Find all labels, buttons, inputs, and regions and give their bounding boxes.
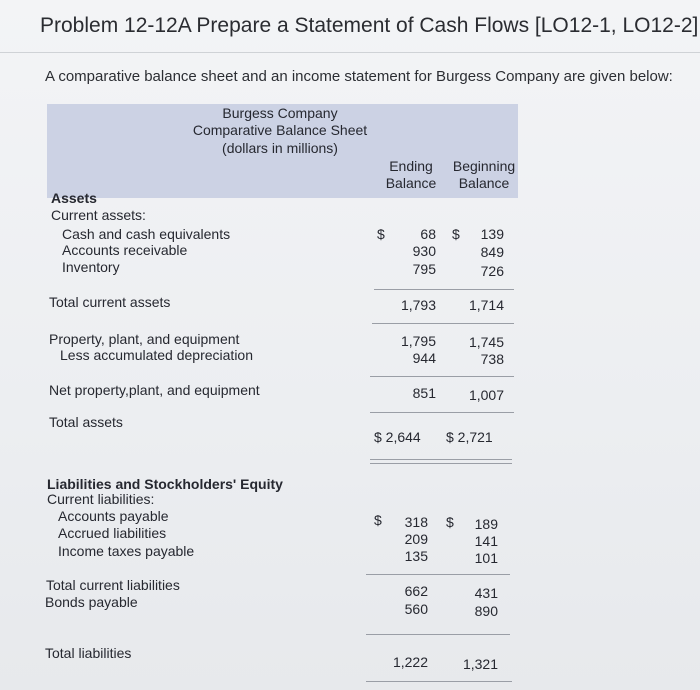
subtotal-rule <box>366 681 512 682</box>
total-liabilities-beginning: 1,321 <box>462 656 498 672</box>
total-current-assets-beginning: 1,714 <box>468 297 504 313</box>
bonds-label: Bonds payable <box>45 594 138 610</box>
accrued-ending: 209 <box>404 531 428 547</box>
total-assets-ending: $ 2,644 <box>374 429 421 445</box>
total-assets-label: Total assets <box>49 414 123 430</box>
problem-title: Problem 12-12A Prepare a Statement of Cash Flows [LO12-1, LO12-2] <box>40 14 699 37</box>
net-ppe-ending: 851 <box>412 385 436 401</box>
ap-label: Accounts payable <box>58 508 169 524</box>
ar-beginning: 849 <box>480 244 504 260</box>
subtotal-rule <box>366 574 510 575</box>
taxes-ending: 135 <box>404 548 428 564</box>
depreciation-ending: 944 <box>412 350 436 366</box>
cash-beg-symbol: $ <box>452 226 460 242</box>
inventory-label: Inventory <box>62 259 120 275</box>
col-ending-line1: Ending <box>389 158 433 174</box>
depreciation-beginning: 738 <box>480 351 504 367</box>
ap-beginning: 189 <box>474 516 498 532</box>
bonds-ending: 560 <box>404 601 428 617</box>
cash-ending: 68 <box>420 226 436 242</box>
cash-label: Cash and cash equivalents <box>62 226 231 242</box>
units-note: (dollars in millions) <box>222 140 338 156</box>
col-ending-line2: Balance <box>385 175 437 191</box>
total-current-liabilities-beginning: 431 <box>474 585 498 601</box>
depreciation-label: Less accumulated depreciation <box>60 347 254 363</box>
title-divider <box>0 52 700 53</box>
taxes-beginning: 101 <box>474 550 498 566</box>
ap-beg-symbol: $ <box>446 514 454 530</box>
company-name: Burgess Company <box>222 105 338 121</box>
net-ppe-beginning: 1,007 <box>468 387 504 403</box>
taxes-label: Income taxes payable <box>58 543 195 559</box>
col-beginning-line2: Balance <box>458 175 510 191</box>
subtotal-rule <box>370 412 514 413</box>
ar-label: Accounts receivable <box>62 242 188 258</box>
ppe-label: Property, plant, and equipment <box>49 331 240 347</box>
ppe-ending: 1,795 <box>400 333 436 349</box>
inventory-beginning: 726 <box>480 263 504 279</box>
total-current-assets-label: Total current assets <box>49 294 171 310</box>
cash-beginning: 139 <box>480 226 504 242</box>
ap-ending: 318 <box>404 514 428 530</box>
liabilities-heading: Liabilities and Stockholders' Equity <box>47 476 283 492</box>
assets-heading: Assets <box>51 190 97 206</box>
total-current-liabilities-label: Total current liabilities <box>46 577 180 593</box>
subtotal-rule <box>366 634 510 635</box>
total-current-assets-ending: 1,793 <box>400 297 436 313</box>
total-liabilities-label: Total liabilities <box>45 645 132 661</box>
current-assets-heading: Current assets: <box>51 207 146 223</box>
ar-ending: 930 <box>412 243 436 259</box>
col-beginning-line1: Beginning <box>452 158 516 174</box>
total-current-liabilities-ending: 662 <box>404 583 428 599</box>
total-liabilities-ending: 1,222 <box>392 654 428 670</box>
accrued-beginning: 141 <box>474 533 498 549</box>
subtotal-rule <box>374 289 514 290</box>
current-liabilities-heading: Current liabilities: <box>47 491 155 507</box>
bonds-beginning: 890 <box>474 603 498 619</box>
ppe-beginning: 1,745 <box>468 334 504 350</box>
total-double-rule <box>370 463 512 464</box>
total-double-rule <box>370 459 512 460</box>
subtotal-rule <box>372 323 514 324</box>
statement-name: Comparative Balance Sheet <box>192 122 368 138</box>
cash-cur-symbol: $ <box>377 226 385 242</box>
ap-cur-symbol: $ <box>374 512 382 528</box>
intro-text: A comparative balance sheet and an income statement for Burgess Company are given below: <box>45 68 673 85</box>
net-ppe-label: Net property,plant, and equipment <box>49 382 260 398</box>
total-assets-beginning: $ 2,721 <box>446 429 493 445</box>
subtotal-rule <box>370 376 514 377</box>
accrued-label: Accrued liabilities <box>58 525 167 541</box>
inventory-ending: 795 <box>412 261 436 277</box>
